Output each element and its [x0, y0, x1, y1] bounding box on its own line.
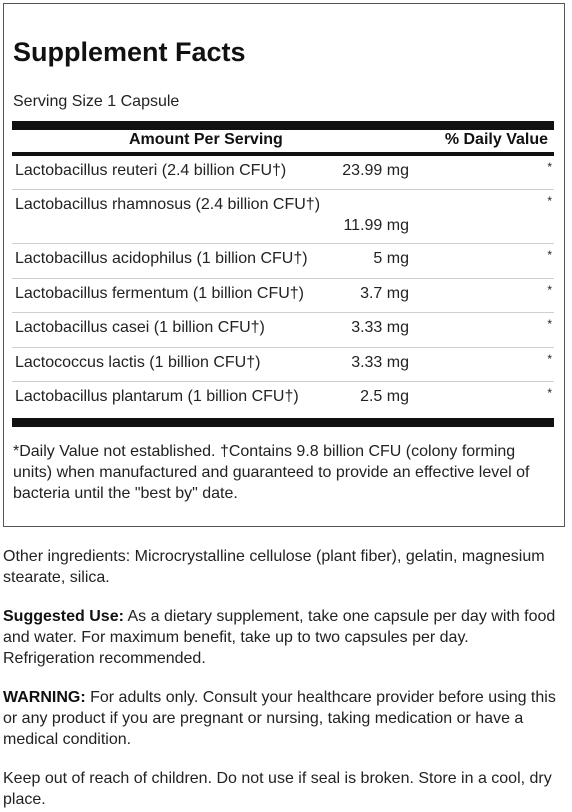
storage-instructions: Keep out of reach of children. Do not use if seal is broken. Store in a cool, dry place. [3, 770, 552, 808]
ingredient-daily-value: * [547, 248, 552, 262]
panel-title: Supplement Facts [13, 37, 246, 67]
daily-value-header: % Daily Value [444, 131, 548, 148]
ingredient-name: Lactobacillus plantarum (1 billion CFU†) [15, 388, 299, 405]
ingredient-name: Lactobacillus casei (1 billion CFU†) [15, 319, 265, 336]
ingredient-amount: 11.99 mg [343, 217, 409, 234]
table-row [12, 190, 554, 244]
warning-text: For adults only. Consult your healthcare provider before using this or any product if you are pregnant or nursing, taking medication or have a medical condition. [3, 689, 556, 748]
thick-divider-bottom [12, 418, 554, 427]
ingredient-amount: 3.33 mg [351, 319, 409, 336]
warning [3, 687, 563, 750]
serving-size: Serving Size 1 Capsule [13, 93, 180, 110]
ingredient-daily-value: * [547, 160, 552, 174]
footnote: *Daily Value not established. †Contains 9.8 billion CFU (colony forming units) when manufactured and guaranteed to provide an effective level of bacteria until the "best by" date. [13, 443, 530, 502]
ingredient-name: Lactobacillus fermentum (1 billion CFU†) [15, 285, 304, 302]
table-row [12, 279, 554, 313]
ingredient-name: Lactobacillus rhamnosus (2.4 billion CFU†) [15, 196, 321, 213]
suggested-use-label: Suggested Use: [3, 608, 124, 625]
other-ingredients: Other ingredients: Microcrystalline cellulose (plant fiber), gelatin, magnesium stearate, silica. [3, 548, 545, 586]
table-header [12, 130, 554, 152]
ingredient-amount: 3.33 mg [351, 354, 409, 371]
table-row [12, 156, 554, 190]
table-row [12, 348, 554, 382]
ingredient-amount: 23.99 mg [342, 162, 409, 179]
ingredient-daily-value: * [547, 194, 552, 208]
table-row [12, 313, 554, 348]
suggested-use-text: As a dietary supplement, take one capsule per day with food and water. For maximum benefit, take up to two capsules per day. Refrigeration recommended. [3, 608, 556, 667]
ingredient-amount: 5 mg [373, 250, 409, 267]
amount-per-serving-header: Amount Per Serving [129, 131, 283, 148]
ingredient-daily-value: * [547, 386, 552, 400]
ingredient-amount: 2.5 mg [360, 388, 409, 405]
ingredient-amount: 3.7 mg [360, 285, 409, 302]
ingredient-daily-value: * [547, 317, 552, 331]
table-row [12, 382, 554, 418]
warning-label: WARNING: [3, 689, 86, 706]
table-row [12, 244, 554, 279]
ingredient-daily-value: * [547, 283, 552, 297]
suggested-use [3, 606, 563, 669]
ingredient-name: Lactobacillus acidophilus (1 billion CFU†) [15, 250, 308, 267]
ingredient-name: Lactococcus lactis (1 billion CFU†) [15, 354, 261, 371]
ingredient-name: Lactobacillus reuteri (2.4 billion CFU†) [15, 162, 287, 179]
thick-divider-top [12, 121, 554, 130]
ingredient-daily-value: * [547, 352, 552, 366]
